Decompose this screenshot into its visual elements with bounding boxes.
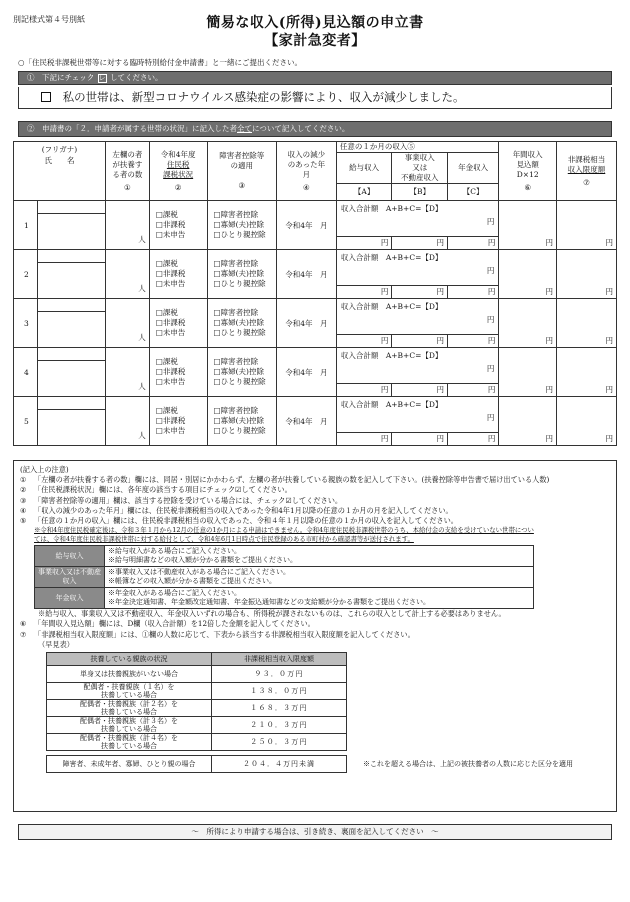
annual-income-field[interactable]: 円 bbox=[499, 250, 557, 299]
household-table bbox=[13, 141, 617, 446]
income-kind-label: 給与収入 bbox=[35, 546, 105, 567]
notes-heading: (記入上の注意) bbox=[20, 465, 69, 474]
limit-amount: １３８．０万円 bbox=[212, 683, 347, 700]
name-field[interactable] bbox=[37, 312, 105, 348]
limit-table bbox=[46, 652, 347, 751]
name-field[interactable] bbox=[37, 214, 105, 250]
header-pension: 年金収入 bbox=[448, 153, 499, 184]
dependents-field[interactable]: 人 bbox=[105, 299, 149, 348]
income-kind-table bbox=[34, 545, 534, 609]
row-number: 4 bbox=[14, 348, 38, 397]
limit-row bbox=[47, 734, 347, 751]
section1-suffix: してください。 bbox=[110, 73, 163, 82]
income-kind-desc: ※年金収入がある場合にご記入ください。 ※年金決定通知書、年金額改定通知書、年金振込通知書などの支給額が分かる書類をご提出ください。 bbox=[105, 588, 534, 609]
limit-field[interactable]: 円 bbox=[557, 201, 617, 250]
table-row bbox=[14, 397, 617, 410]
limit-over-note: ※これを超える場合は、上記の被扶養者の人数に応じた区分を適用 bbox=[363, 759, 573, 768]
note-6: ⑥ 「年間収入見込額」欄には、D欄（収入合計額）を12倍した金額を記入してください。 bbox=[20, 619, 315, 629]
pension-field[interactable]: 円 bbox=[448, 237, 499, 250]
salary-field[interactable]: 円 bbox=[336, 433, 392, 446]
business-field[interactable]: 円 bbox=[392, 433, 448, 446]
note-5-small-2: ては、令和4年度住民税非課税世帯に対する給付として、令和4年6月1日時点で住民登録のある市町村から確認書等が送付されます。 bbox=[34, 534, 414, 543]
limit-field[interactable]: 円 bbox=[557, 397, 617, 446]
note-2: ② 「住民税課税状況」欄には、各年度の該当する項目にチェック☑してください。 bbox=[20, 485, 292, 495]
furigana-field[interactable] bbox=[37, 299, 105, 312]
income-kind-row bbox=[35, 546, 534, 567]
note-7: ⑦ 「非課税相当収入限度額」には、①欄の人数に応じて、下表から該当する非課税相当収入限度額を記入してください。 bbox=[20, 629, 415, 639]
total-income-field[interactable]: 収入合計額 A+B+C=【D】 円 bbox=[336, 397, 498, 433]
pension-field[interactable]: 円 bbox=[448, 335, 499, 348]
dependents-field[interactable]: 人 bbox=[105, 201, 149, 250]
income-kind-row bbox=[35, 567, 534, 588]
limit-amount: ２５０．３万円 bbox=[212, 734, 347, 751]
header-business-key: 【B】 bbox=[392, 184, 448, 201]
limit-last-status: 障害者、未成年者、寡婦、ひとり親の場合 bbox=[47, 756, 212, 773]
tax-status-options[interactable]: □課税 □非課税 □未申告 bbox=[149, 299, 207, 348]
business-field[interactable]: 円 bbox=[392, 286, 448, 299]
row-number: 2 bbox=[14, 250, 38, 299]
business-field[interactable]: 円 bbox=[392, 384, 448, 397]
header-annual: 年間収入 見込額 D×12 ⑥ bbox=[499, 142, 557, 201]
limit-row bbox=[47, 683, 347, 700]
total-income-field[interactable]: 収入合計額 A+B+C=【D】 円 bbox=[336, 348, 498, 384]
note-1: ① 「左欄の者が扶養する者の数」欄には、同居・別居にかかわらず、左欄の者が扶養している親族の数を記入して下さい。(扶養控除等申告書で届け出ている人数) bbox=[20, 475, 550, 485]
deduction-options[interactable]: □障害者控除 □寡婦(夫)控除 □ひとり親控除 bbox=[207, 299, 276, 348]
notes-section bbox=[13, 460, 617, 812]
note-3: ③ 「障害者控除等の適用」欄は、該当する控除を受けている場合には、チェック☑してください。 bbox=[20, 495, 343, 505]
header-pension-key: 【C】 bbox=[448, 184, 499, 201]
salary-field[interactable]: 円 bbox=[336, 384, 392, 397]
intro-note: ○「住民税非課税世帯等に対する臨時特別給付金申請書」と一緒にご提出ください。 bbox=[18, 58, 303, 67]
check-icon: レ bbox=[98, 73, 106, 82]
pension-field[interactable]: 円 bbox=[448, 286, 499, 299]
tax-status-options[interactable]: □課税 □非課税 □未申告 bbox=[149, 201, 207, 250]
header-decrease-month: 収入の減少 のあった年 月 ④ bbox=[276, 142, 336, 201]
income-kind-label: 年金収入 bbox=[35, 588, 105, 609]
page-subtitle: 【家計急変者】 bbox=[264, 33, 366, 49]
annual-income-field[interactable]: 円 bbox=[499, 299, 557, 348]
limit-last-row bbox=[46, 755, 610, 773]
name-field[interactable] bbox=[37, 361, 105, 397]
limit-last-amount: ２０４．４万円未満 bbox=[212, 756, 347, 773]
income-kind-desc: ※事業収入又は不動産収入がある場合にご記入ください。 ※帳簿などの収入額が分かる書類をご提出ください。 bbox=[105, 567, 534, 588]
business-field[interactable]: 円 bbox=[392, 237, 448, 250]
limit-header-status: 扶養している親族の状況 bbox=[47, 653, 212, 666]
section2-suffix: について記入してください。 bbox=[252, 124, 350, 133]
total-income-field[interactable]: 収入合計額 A+B+C=【D】 円 bbox=[336, 250, 498, 286]
footer-note: ～ 所得により申請する場合は、引き続き、裏面を記入してください ～ bbox=[18, 824, 612, 840]
header-salary-key: 【A】 bbox=[336, 184, 392, 201]
header-deduction: 障害者控除等 の適用 ③ bbox=[207, 142, 276, 201]
furigana-field[interactable] bbox=[37, 250, 105, 263]
declaration-checkbox[interactable] bbox=[41, 92, 51, 102]
name-field[interactable] bbox=[37, 263, 105, 299]
tax-status-options[interactable]: □課税 □非課税 □未申告 bbox=[149, 397, 207, 446]
header-name: (フリガナ) 氏 名 bbox=[14, 142, 106, 201]
limit-status: 配偶者・扶養親族（１名）を 扶養している場合 bbox=[47, 683, 212, 700]
table-row bbox=[14, 201, 617, 214]
tax-status-options[interactable]: □課税 □非課税 □未申告 bbox=[149, 348, 207, 397]
dependents-field[interactable]: 人 bbox=[105, 397, 149, 446]
limit-amount: １６８．３万円 bbox=[212, 700, 347, 717]
decrease-month-field[interactable]: 令和4年 月 bbox=[276, 201, 336, 250]
section2-prefix: ② 申請書の「２．申請者が属する世帯の状況」に記入した者 bbox=[27, 124, 237, 133]
tax-status-options[interactable]: □課税 □非課税 □未申告 bbox=[149, 250, 207, 299]
furigana-field[interactable] bbox=[37, 397, 105, 410]
total-income-field[interactable]: 収入合計額 A+B+C=【D】 円 bbox=[336, 201, 498, 237]
limit-amount: ２１０．３万円 bbox=[212, 717, 347, 734]
decrease-month-field[interactable]: 令和4年 月 bbox=[276, 397, 336, 446]
furigana-field[interactable] bbox=[37, 348, 105, 361]
limit-field[interactable]: 円 bbox=[557, 299, 617, 348]
row-number: 1 bbox=[14, 201, 38, 250]
row-number: 3 bbox=[14, 299, 38, 348]
note-4: ④ 「収入の減少のあった年月」欄には、住民税非課税相当の収入であった令和4年1月以降の任意の１か月の月を記入してください。 bbox=[20, 505, 453, 515]
declaration-row[interactable] bbox=[18, 87, 612, 109]
business-field[interactable]: 円 bbox=[392, 335, 448, 348]
limit-status: 配偶者・扶養親族（計２名）を 扶養している場合 bbox=[47, 700, 212, 717]
limit-row bbox=[47, 666, 347, 683]
header-tax-status: 令和4年度 住民税 課税状況 ② bbox=[149, 142, 207, 201]
deduction-options[interactable]: □障害者控除 □寡婦(夫)控除 □ひとり親控除 bbox=[207, 348, 276, 397]
note-5-small-1: ※令和4年度住民税確定後は、令和３年１月から12月の任意の1か月による申請はできません。令和4年度住民税非課税世帯のうち、本給付金の支給を受けていない世帯につい bbox=[34, 526, 534, 535]
decrease-month-field[interactable]: 令和4年 月 bbox=[276, 250, 336, 299]
header-dependents: 左欄の者 が扶養す る者の数 ① bbox=[105, 142, 149, 201]
header-business: 事業収入 又は 不動産収入 bbox=[392, 153, 448, 184]
dependents-field[interactable]: 人 bbox=[105, 250, 149, 299]
annual-income-field[interactable]: 円 bbox=[499, 397, 557, 446]
dependents-field[interactable]: 人 bbox=[105, 348, 149, 397]
deduction-options[interactable]: □障害者控除 □寡婦(夫)控除 □ひとり親控除 bbox=[207, 397, 276, 446]
deduction-options[interactable]: □障害者控除 □寡婦(夫)控除 □ひとり親控除 bbox=[207, 201, 276, 250]
annual-income-field[interactable]: 円 bbox=[499, 201, 557, 250]
furigana-field[interactable] bbox=[37, 201, 105, 214]
limit-status: 配偶者・扶養親族（計３名）を 扶養している場合 bbox=[47, 717, 212, 734]
page-title: 簡易な収入(所得)見込額の申立書 bbox=[206, 15, 424, 31]
limit-status: 配偶者・扶養親族（計４名）を 扶養している場合 bbox=[47, 734, 212, 751]
salary-field[interactable]: 円 bbox=[336, 237, 392, 250]
limit-row bbox=[47, 717, 347, 734]
limit-amount: ９３．０万円 bbox=[212, 666, 347, 683]
declaration-text: 私の世帯は、新型コロナウイルス感染症の影響により、収入が減少しました。 bbox=[62, 90, 465, 104]
form-id: 別記様式第４号別紙 bbox=[13, 15, 85, 24]
table-row bbox=[14, 250, 617, 263]
table-row bbox=[14, 299, 617, 312]
deduction-options[interactable]: □障害者控除 □寡婦(夫)控除 □ひとり親控除 bbox=[207, 250, 276, 299]
limit-field[interactable]: 円 bbox=[557, 348, 617, 397]
income-kind-row bbox=[35, 588, 534, 609]
section1-bar bbox=[18, 71, 612, 85]
limit-row bbox=[47, 700, 347, 717]
income-kind-desc: ※給与収入がある場合にご記入ください。 ※給与明細書などの収入額が分かる書類をご提出ください。 bbox=[105, 546, 534, 567]
quick-table-label: （早見表） bbox=[38, 639, 74, 649]
decrease-month-field[interactable]: 令和4年 月 bbox=[276, 299, 336, 348]
section2-bar bbox=[18, 121, 612, 137]
row-number: 5 bbox=[14, 397, 38, 446]
table-row bbox=[14, 348, 617, 361]
salary-field[interactable]: 円 bbox=[336, 286, 392, 299]
note-5: ⑤ 「任意の１か月の収入」欄には、住民税非課税相当の収入であった、令和４年１月以降の任意の１か月の収入を記入してください。 bbox=[20, 516, 458, 526]
pension-field[interactable]: 円 bbox=[448, 433, 499, 446]
annual-income-field[interactable]: 円 bbox=[499, 348, 557, 397]
income-kind-label: 事業収入又は不動産収入 bbox=[35, 567, 105, 588]
salary-field[interactable]: 円 bbox=[336, 335, 392, 348]
name-field[interactable] bbox=[37, 410, 105, 446]
decrease-month-field[interactable]: 令和4年 月 bbox=[276, 348, 336, 397]
limit-field[interactable]: 円 bbox=[557, 250, 617, 299]
kind-after-note: ※給与収入、事業収入又は不動産収入、年金収入いずれの場合も、所得税が課されないものは、これらの収入として計上する必要はありません。 bbox=[38, 609, 506, 619]
header-salary: 給与収入 bbox=[336, 153, 392, 184]
limit-header-amount: 非課税相当収入限度額 bbox=[212, 653, 347, 666]
section1-prefix: ① 下記にチェック bbox=[27, 73, 95, 82]
section2-all-word: 全て bbox=[237, 124, 252, 133]
header-income-group: 任意の１か月の収入⑤ bbox=[336, 142, 498, 153]
pension-field[interactable]: 円 bbox=[448, 384, 499, 397]
limit-status: 単身又は扶養親族がいない場合 bbox=[47, 666, 212, 683]
total-income-field[interactable]: 収入合計額 A+B+C=【D】 円 bbox=[336, 299, 498, 335]
header-limit: 非課税相当 収入限度額 ⑦ bbox=[557, 142, 617, 201]
